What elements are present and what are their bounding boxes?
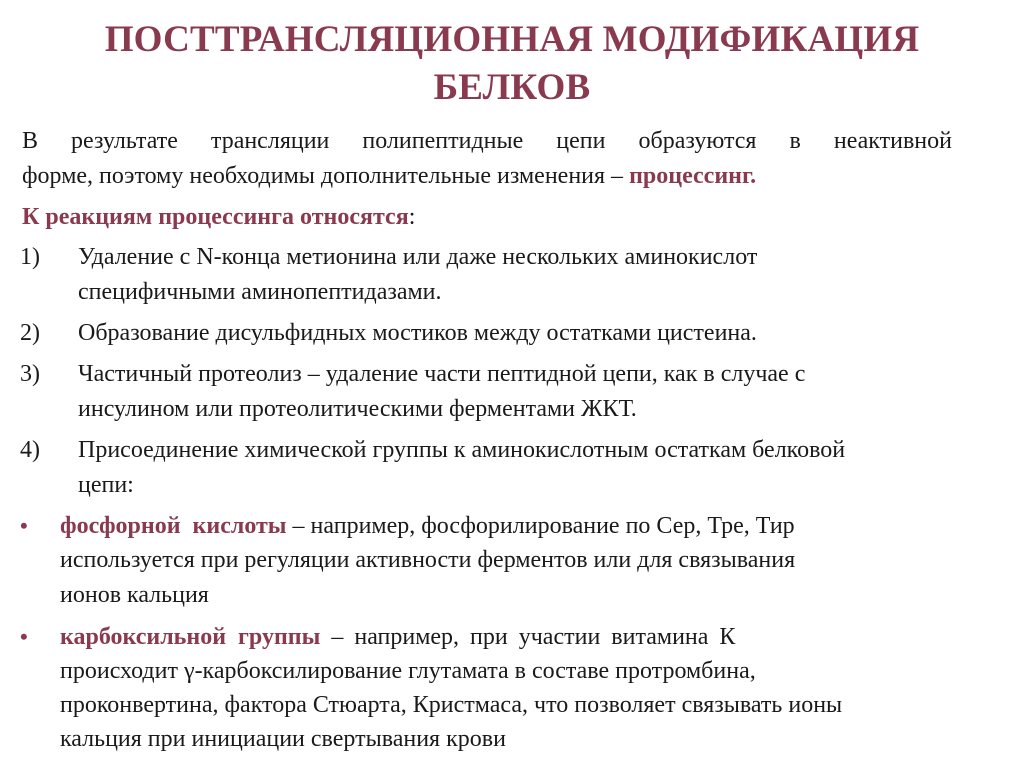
- reactions-heading: [22, 202, 415, 232]
- intro-line-2-text: форме, поэтому необходимы дополнительные изменения –: [22, 163, 624, 189]
- bullet-1-line-1-rest: – например, фосфорилирование по Сер, Тре, Тир: [286, 513, 795, 539]
- bullet-2-line-3: проконвертина, фактора Стюарта, Кристмаса, что позволяет связывать ионы: [60, 692, 843, 718]
- intro-line-1: В результате трансляции полипептидные цепи образуются в неактивной: [22, 128, 952, 154]
- item-1-line-1: Удаление с N-конца метионина или даже нескольких аминокислот: [78, 244, 758, 270]
- item-number: 3): [20, 361, 40, 387]
- item-4-line-1: Присоединение химической группы к аминокислотным остаткам белковой: [78, 437, 846, 463]
- bullet-2-line-1: [60, 622, 735, 652]
- slide-title-line-2: БЕЛКОВ: [433, 67, 591, 108]
- item-number: 1): [20, 244, 40, 270]
- bullet-marker: •: [20, 513, 28, 538]
- processing-term: процессинг.: [629, 163, 757, 189]
- reactions-heading-term: К реакциям процессинга относятся: [22, 204, 409, 230]
- phosphoric-acid-term: фосфорной кислоты: [60, 513, 287, 539]
- item-1-line-2: специфичными аминопептидазами.: [78, 279, 442, 305]
- bullet-2-line-2: происходит γ-карбоксилирование глутамата в составе протромбина,: [60, 658, 756, 684]
- bullet-2-line-1-rest: – например, при участии витамина К: [320, 624, 736, 650]
- reactions-heading-colon: :: [408, 204, 416, 230]
- item-number: 2): [20, 320, 40, 346]
- bullet-1-line-3: ионов кальция: [60, 582, 209, 608]
- item-2-line-1: Образование дисульфидных мостиков между остатками цистеина.: [78, 320, 757, 346]
- slide-title-line-1: ПОСТТРАНСЛЯЦИОННАЯ МОДИФИКАЦИЯ: [104, 19, 920, 60]
- item-3-line-1: Частичный протеолиз – удаление части пептидной цепи, как в случае с: [78, 361, 806, 387]
- item-3-line-2: инсулином или протеолитическими ферментами ЖКТ.: [78, 396, 637, 422]
- bullet-1-line-2: используется при регуляции активности ферментов или для связывания: [60, 547, 796, 573]
- bullet-1-line-1: [60, 511, 795, 541]
- carboxyl-group-term: карбоксильной группы: [60, 624, 321, 650]
- intro-line-2: [22, 161, 756, 191]
- bullet-2-line-4: кальция при инициации свертывания крови: [60, 726, 506, 752]
- item-4-line-2: цепи:: [78, 472, 134, 498]
- bullet-marker: •: [20, 624, 28, 649]
- item-number: 4): [20, 437, 40, 463]
